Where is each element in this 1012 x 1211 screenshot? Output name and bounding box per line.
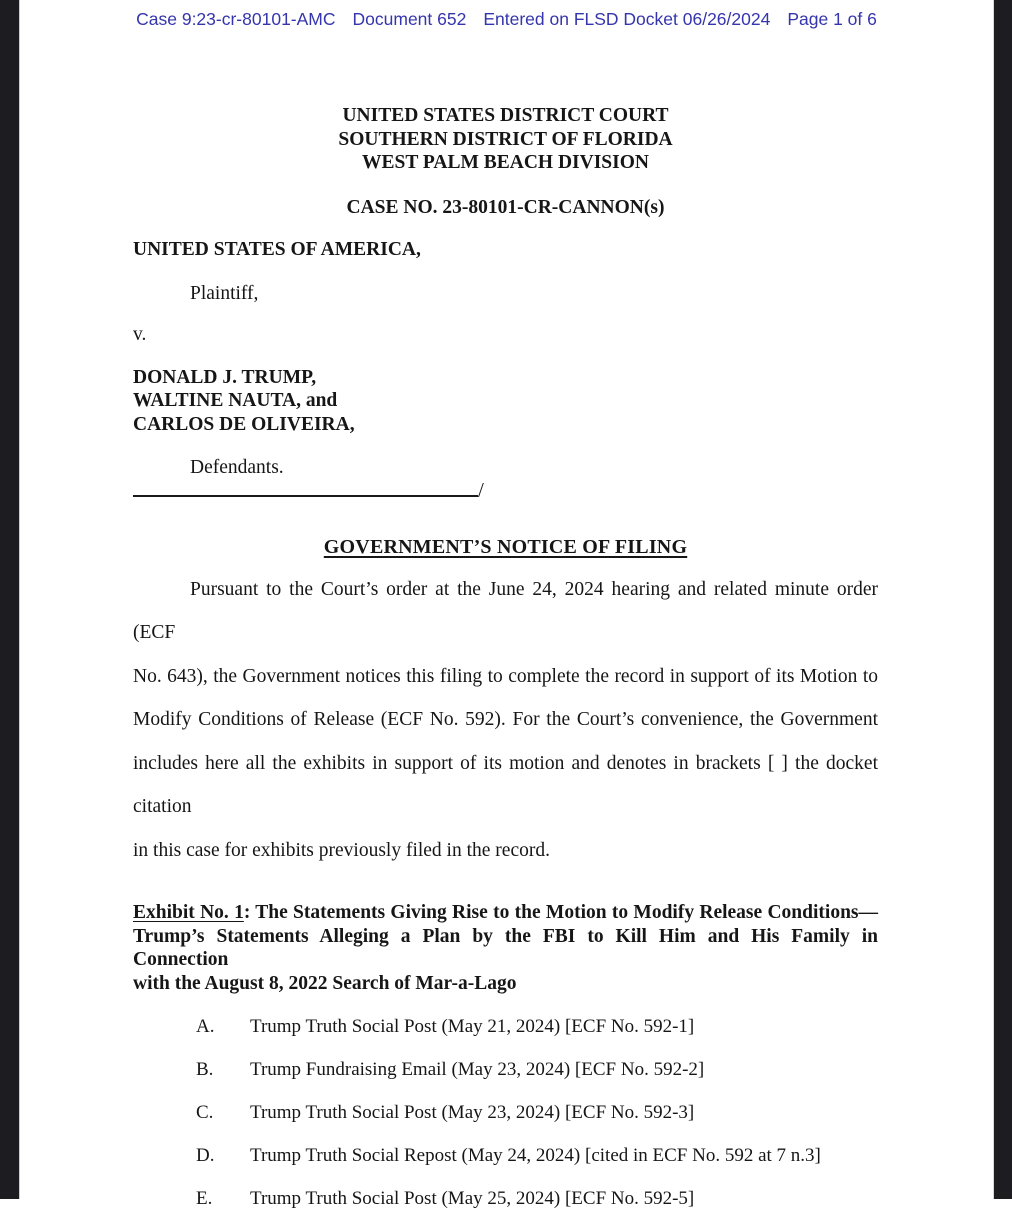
versus-marker: v. [133, 324, 147, 345]
court-district: SOUTHERN DISTRICT OF FLORIDA [338, 128, 673, 150]
docket-entered-date: Entered on FLSD Docket 06/26/2024 [483, 9, 771, 29]
exhibit-heading-line: with the August 8, 2022 Search of Mar-a-Lago [133, 972, 517, 994]
exhibit-item-letter: D. [196, 1145, 215, 1166]
filing-body-paragraph [133, 568, 878, 873]
exhibit-item-letter: C. [196, 1102, 214, 1123]
exhibit-item-letter: E. [196, 1188, 213, 1209]
defendant-names [133, 366, 878, 437]
exhibit-1-heading [133, 901, 878, 995]
exhibit-item-text: Trump Fundraising Email (May 23, 2024) [ECF No. 592-2] [250, 1059, 705, 1080]
case-number-line: CASE NO. 23-80101-CR-CANNON(s) [346, 196, 665, 218]
body-line: Modify Conditions of Release (ECF No. 592). For the Court’s convenience, the Government [133, 709, 878, 730]
filing-title: GOVERNMENT’S NOTICE OF FILING [323, 535, 688, 558]
defendant-trump: DONALD J. TRUMP, [133, 366, 317, 388]
court-name: UNITED STATES DISTRICT COURT [342, 105, 669, 126]
exhibit-item-c [133, 1101, 878, 1125]
exhibit-item-text: Trump Truth Social Post (May 25, 2024) [ECF No. 592-5] [250, 1188, 695, 1209]
defendants-role: Defendants. [190, 456, 284, 478]
exhibit-heading-line: Trump’s Statements Alleging a Plan by the FBI to Kill Him and His Family in Connection [133, 925, 878, 970]
exhibit-1-label: Exhibit No. 1 [133, 902, 244, 923]
right-black-bar [993, 0, 1012, 1199]
exhibit-item-text: Trump Truth Social Post (May 23, 2024) [ECF No. 592-3] [250, 1102, 695, 1123]
caption-divider-slash: / [478, 478, 484, 502]
exhibit-item-text: Trump Truth Social Post (May 21, 2024) [ECF No. 592-1] [250, 1016, 695, 1037]
exhibit-heading-line [133, 901, 878, 925]
exhibit-item-b [133, 1058, 878, 1082]
document-page [19, 0, 994, 1209]
exhibit-1-heading-rest: : The Statements Giving Rise to the Motion to Modify Release Conditions— [243, 902, 878, 923]
court-division: WEST PALM BEACH DIVISION [362, 152, 649, 173]
exhibit-item-letter: B. [196, 1059, 214, 1080]
court-heading [133, 104, 878, 175]
plaintiff-role: Plaintiff, [190, 282, 259, 304]
defendant-nauta: WALTINE NAUTA, and [133, 390, 338, 411]
defendant-de-oliveira: CARLOS DE OLIVEIRA, [133, 413, 355, 435]
exhibit-item-letter: A. [196, 1016, 215, 1037]
caption-divider-rule [133, 480, 478, 497]
exhibit-1-list [133, 1015, 878, 1211]
docket-case-number: Case 9:23-cr-80101-AMC [136, 9, 336, 29]
body-line: includes here all the exhibits in support of its motion and denotes in brackets [ ] the docket citation [133, 752, 878, 817]
exhibit-item-a [133, 1015, 878, 1039]
docket-page-indicator: Page 1 of 6 [787, 9, 877, 29]
exhibit-item-d [133, 1144, 878, 1168]
docket-document-number: Document 652 [352, 9, 467, 29]
body-line: Pursuant to the Court’s order at the June 24, 2024 hearing and related minute order (ECF [133, 578, 878, 643]
body-line: No. 643), the Government notices this filing to complete the record in support of its Motion to [133, 665, 878, 687]
left-black-bar [0, 0, 20, 1199]
body-line: in this case for exhibits previously filed in the record. [133, 839, 550, 861]
plaintiff-name: UNITED STATES OF AMERICA, [133, 239, 421, 260]
exhibit-item-text: Trump Truth Social Repost (May 24, 2024) [cited in ECF No. 592 at 7 n.3] [250, 1145, 821, 1166]
caption-divider [133, 479, 878, 504]
